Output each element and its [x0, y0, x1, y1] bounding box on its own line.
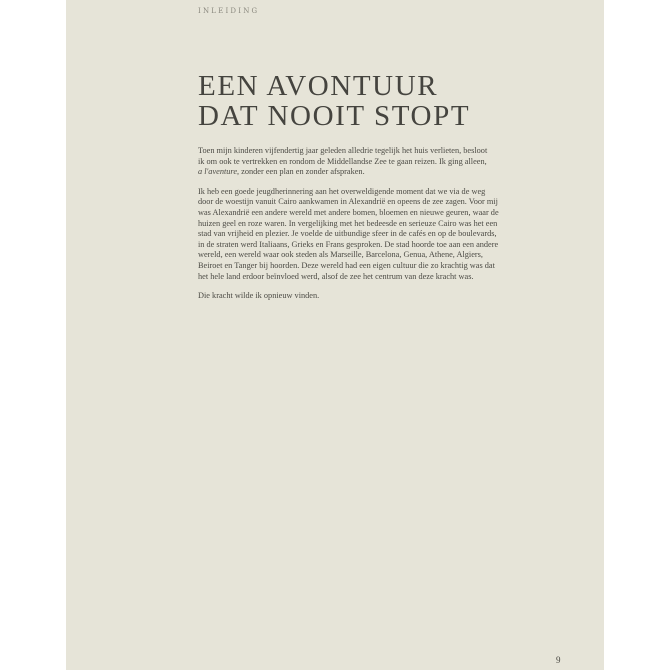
text-line: wereld, een wereld waar ook steden als Marseille, Barcelona, Genua, Athene, Algiers,: [198, 250, 483, 260]
paragraph-2: [198, 187, 553, 282]
page-title-line-1: EEN AVONTUUR: [198, 70, 439, 102]
page-title: [198, 71, 470, 131]
body-text: [198, 146, 553, 311]
page-number: 9: [556, 655, 561, 665]
italic-phrase: a l'aventure: [198, 167, 238, 177]
text-line: in de straten werd Italiaans, Grieks en Frans gesproken. De stad hoorde toe aan een andere: [198, 239, 499, 249]
text-fragment: , zonder een plan en zonder afspraken.: [237, 167, 365, 177]
text-line: ik om ook te vertrekken en rondom de Middellandse Zee te gaan reizen. Ik ging alleen,: [198, 156, 487, 166]
page-title-line-2: DAT NOOIT STOPT: [198, 100, 471, 132]
text-line: door de woestijn vanuit Cairo aankwamen in Alexandrië en opeens de zee zagen. Voor mij: [198, 197, 498, 207]
paragraph-3: [198, 291, 553, 302]
paragraph-1: [198, 146, 553, 178]
text-line: het hele land erdoor beïnvloed werd, alsof de zee het centrum van deze kracht was.: [198, 271, 474, 281]
text-line: Toen mijn kinderen vijfendertig jaar geleden alledrie tegelijk het huis verlieten, besloot: [198, 146, 488, 155]
book-page: [66, 0, 604, 670]
text-line: Beiroet en Tanger bij hoorden. Deze wereld had een eigen cultuur die zo krachtig was dat: [198, 260, 495, 270]
text-line: stad van vrijheid en plezier. Je voelde de uitbundige sfeer in de cafés en op de boulevards,: [198, 229, 497, 239]
text-line: Ik heb een goede jeugdherinnering aan het overweldigende moment dat we via de weg: [198, 186, 486, 196]
section-label: INLEIDING: [198, 7, 260, 15]
text-line: was Alexandrië een andere wereld met andere bomen, bloemen en nieuwe geuren, waar de: [198, 207, 499, 217]
text-line: huizen geel en roze waren. In vergelijking met het bedeesde en serieuze Cairo was het een: [198, 218, 498, 228]
text-line: [198, 167, 553, 178]
text-line: Die kracht wilde ik opnieuw vinden.: [198, 291, 320, 301]
